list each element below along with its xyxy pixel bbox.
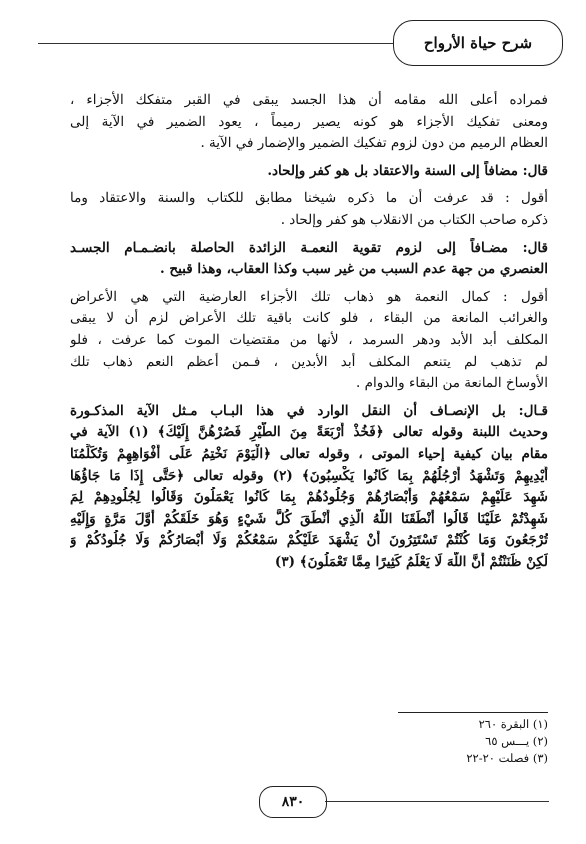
text-line: الأوساخ المانعة من البقاء والدوام . bbox=[356, 375, 548, 392]
text-line: العظام الرميم من دون لزوم تفكيك الضمير والإضمار في الآية . bbox=[200, 135, 548, 152]
text-line: والغرائب المانعة من البقاء ، فلو كانت باقية تلك الأعراض لزم أن لا يبقى bbox=[70, 310, 548, 327]
footnote-item: (٢) يـــس ٦٥ bbox=[485, 734, 548, 748]
text-line: أقول : قد عرفت أن ما ذكره شيخنا مطابق للكتاب والسنة والاعتقاد وما bbox=[70, 190, 548, 207]
footnotes bbox=[330, 716, 548, 767]
text-line: وحديث اللبنة وقوله تعالى ﴿فَخُذْ أَرْبَعَةً مِنَ الطَّيْرِ فَصُرْهُنَّ إِلَيْكَ﴾ (١) الآية في bbox=[70, 424, 548, 441]
paragraph-3 bbox=[70, 238, 548, 281]
footnote-item: (٣) فصلت ٢٠-٢٢ bbox=[466, 751, 548, 765]
page-number-label: ٨٣٠ bbox=[281, 794, 305, 810]
text-line: المكلف أبد الأبد ودهر السرمد ، لأنها من مقتضيات الموت كما عرفت ، فلو bbox=[70, 331, 548, 348]
paragraph-1 bbox=[70, 161, 548, 183]
text-line: قـال: بل الإنصـاف أن النقل الوارد في هذا البـاب مـثل الآية المذكـورة bbox=[70, 402, 548, 419]
page-number bbox=[259, 786, 327, 818]
paragraph-4 bbox=[70, 287, 548, 395]
footnote-divider bbox=[398, 712, 548, 713]
text-line: قال: مضافاً إلى السنة والاعتقاد بل هو كفر وإلحاد. bbox=[267, 162, 548, 179]
header-title: شرح حياة الأرواح bbox=[423, 34, 533, 52]
body-text bbox=[70, 90, 548, 579]
header-divider bbox=[38, 43, 394, 44]
running-header bbox=[393, 20, 563, 66]
text-line: لم تذهب لم يتنعم المكلف أبد الأبدين ، فـمن أعظم النعم ذهاب تلك bbox=[70, 353, 548, 370]
text-line: مقام بيان كيفية إحياء الموتى ، وقوله تعالى ﴿الْيَوْمَ نَخْتِمُ عَلَى أَفْوَاهِهِمْ وَتُكَلِّمُنَا bbox=[70, 445, 548, 462]
page-number-divider bbox=[325, 801, 549, 802]
text-line: قال: مضـافاً إلى لزوم تقوية النعمـة الزائدة الحاصلة بانضـمـام الجسـد bbox=[70, 239, 548, 256]
footnote-item: (١) البقرة ٢٦٠ bbox=[478, 717, 548, 731]
text-line: العنصري من جهة عدم السبب من غير سبب وكذا العقاب، وهذا قبيح . bbox=[159, 261, 548, 278]
text-line: أَيْدِيهِمْ وَتَشْهَدُ أَرْجُلُهُمْ بِمَا كَانُوا يَكْسِبُونَ﴾ (٢) وقوله تعالى ﴿حَتَّى إِذَا مَا جَاؤُهَا bbox=[70, 467, 548, 484]
text-line: ذكره صاحب الكتاب من الانقلاب هو كفر وإلحاد . bbox=[280, 211, 548, 228]
text-line: شَهِدَ عَلَيْهِمْ سَمْعُهُمْ وَأَبْصَارُهُمْ وَجُلُودُهُمْ بِمَا كَانُوا يَعْمَلُونَ وَقَالُوا لِجُلُودِهِمْ لِمَ bbox=[70, 489, 548, 506]
text-line: فمراده أعلى الله مقامه أن هذا الجسد يبقى في القبر متفكك الأجزاء ، bbox=[70, 92, 548, 108]
paragraph-0 bbox=[70, 90, 548, 155]
text-line: تُرْجَعُونَ وَمَا كُنْتُمْ تَسْتَتِرُونَ أَنْ يَشْهَدَ عَلَيْكُمْ سَمْعُكُمْ وَلَا أَبْصَارُكُمْ وَلَا جُلُودُكُمْ وَ bbox=[70, 532, 548, 549]
text-line: ومعنى تفكيك الأجزاء هو كونه يصير رميماً ، يعود الضمير في الآية إلى bbox=[70, 113, 548, 130]
text-line: لَكِنْ ظَنَنْتُمْ أَنَّ اللَّهَ لَا يَعْلَمُ كَثِيرًا مِمَّا تَعْمَلُونَ﴾ (٣) bbox=[274, 553, 548, 570]
text-line: شَهِدْتُمْ عَلَيْنَا قَالُوا أَنْطَقَنَا اللَّهُ الَّذِي أَنْطَقَ كُلَّ شَيْءٍ وَهُوَ خَلَقَكُمْ أَوَّلَ مَرَّةٍ وَإِلَيْهِ bbox=[70, 510, 548, 527]
paragraph-2 bbox=[70, 188, 548, 231]
text-line: أقول : كمال النعمة هو ذهاب تلك الأجزاء العارضية التي هي الأعراض bbox=[70, 288, 548, 305]
paragraph-5 bbox=[70, 401, 548, 574]
